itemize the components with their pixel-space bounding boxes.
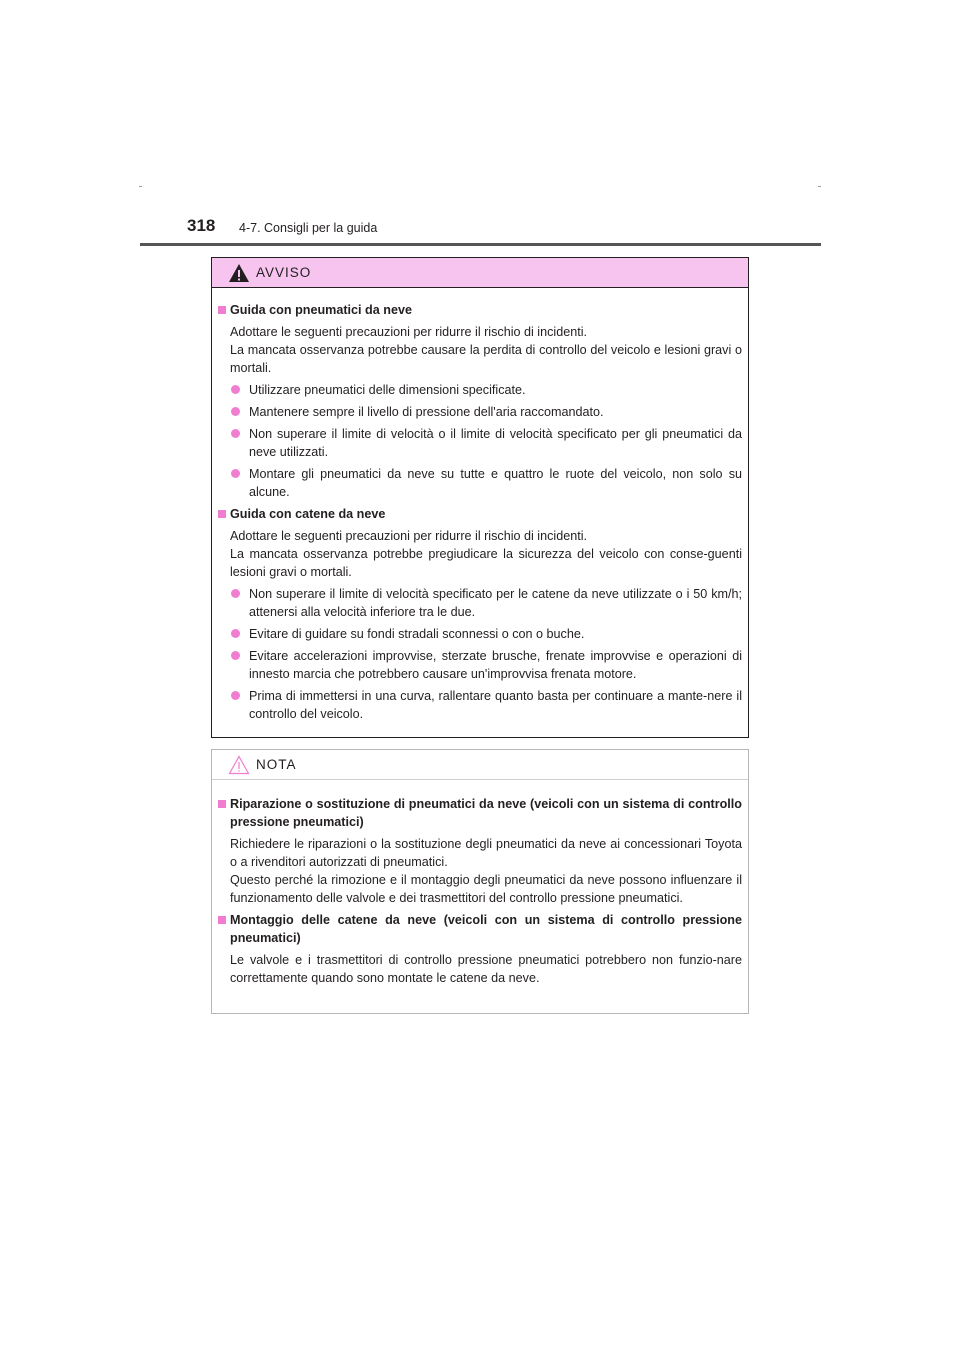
circle-bullet-icon	[231, 691, 240, 700]
warning-box	[211, 257, 749, 738]
note-body	[212, 780, 748, 987]
note-box	[211, 749, 749, 1014]
page-header	[140, 216, 821, 246]
square-bullet-icon	[218, 510, 226, 518]
warning-body	[212, 288, 748, 723]
circle-bullet-icon	[231, 429, 240, 438]
circle-bullet-icon	[231, 629, 240, 638]
paragraph: Adottare le seguenti precauzioni per ridurre il rischio di incidenti. La mancata osservanza potrebbe causare la perdita di controllo del veicolo e lesioni gravi o mortali.	[230, 325, 742, 375]
warning-triangle-icon	[228, 263, 250, 283]
list-item: Non superare il limite di velocità o il limite di velocità specificato per gli pneumatici da neve utilizzati.	[218, 425, 742, 461]
square-bullet-icon	[218, 916, 226, 924]
subheading: Montaggio delle catene da neve (veicoli con un sistema di controllo pressione pneumatici)	[218, 911, 742, 947]
warning-header	[212, 258, 748, 288]
square-bullet-icon	[218, 800, 226, 808]
list-item: Utilizzare pneumatici delle dimensioni specificate.	[218, 381, 742, 399]
page-number: 318	[187, 216, 216, 235]
list-item: Prima di immettersi in una curva, rallentare quanto basta per continuare a mante-nere il controllo del veicolo.	[218, 687, 742, 723]
circle-bullet-icon	[231, 385, 240, 394]
subheading: Guida con pneumatici da neve	[218, 301, 742, 319]
note-header	[212, 750, 748, 780]
list-item: Montare gli pneumatici da neve su tutte e quattro le ruote del veicolo, non solo su alcune.	[218, 465, 742, 501]
circle-bullet-icon	[231, 407, 240, 416]
paragraph: Le valvole e i trasmettitori di controllo pressione pneumatici potrebbero non funzio-nare correttamente quando sono montate le catene da neve.	[230, 953, 742, 985]
subheading: Guida con catene da neve	[218, 505, 742, 523]
list-item: Evitare accelerazioni improvvise, sterzate brusche, frenate improvvise e operazioni di innesto marcia che potrebbero causare un'improvvisa frenata motore.	[218, 647, 742, 683]
paragraph: Richiedere le riparazioni o la sostituzione degli pneumatici da neve ai concessionari Toyota o a rivenditori autorizzati di pneumatici. Questo perché la rimozione e il montaggio degli pneumatici da neve possono influenzare il funzionamento delle valvole e dei trasmettitori del controllo pressione pneumatici.	[230, 837, 742, 905]
list-item: Mantenere sempre il livello di pressione dell'aria raccomandato.	[218, 403, 742, 421]
warning-label: AVVISO	[256, 265, 312, 280]
circle-bullet-icon	[231, 469, 240, 478]
circle-bullet-icon	[231, 651, 240, 660]
header-rule	[140, 243, 821, 246]
note-label: NOTA	[256, 757, 297, 772]
subheading: Riparazione o sostituzione di pneumatici da neve (veicoli con un sistema di controllo pressione pneumatici)	[218, 795, 742, 831]
list-item: Non superare il limite di velocità specificato per le catene da neve utilizzate o i 50 km/h; attenersi alla velocità inferiore tra le due.	[218, 585, 742, 621]
section-title: 4-7. Consigli per la guida	[239, 221, 378, 235]
list-item: Evitare di guidare su fondi stradali sconnessi o con o buche.	[218, 625, 742, 643]
paragraph: Adottare le seguenti precauzioni per ridurre il rischio di incidenti. La mancata osservanza potrebbe pregiudicare la sicurezza del veicolo con conse-guenti lesioni gravi o mortali.	[230, 529, 742, 579]
square-bullet-icon	[218, 306, 226, 314]
crop-mark-left	[139, 186, 142, 187]
caution-triangle-icon	[228, 755, 250, 775]
crop-mark-right	[818, 186, 821, 187]
circle-bullet-icon	[231, 589, 240, 598]
